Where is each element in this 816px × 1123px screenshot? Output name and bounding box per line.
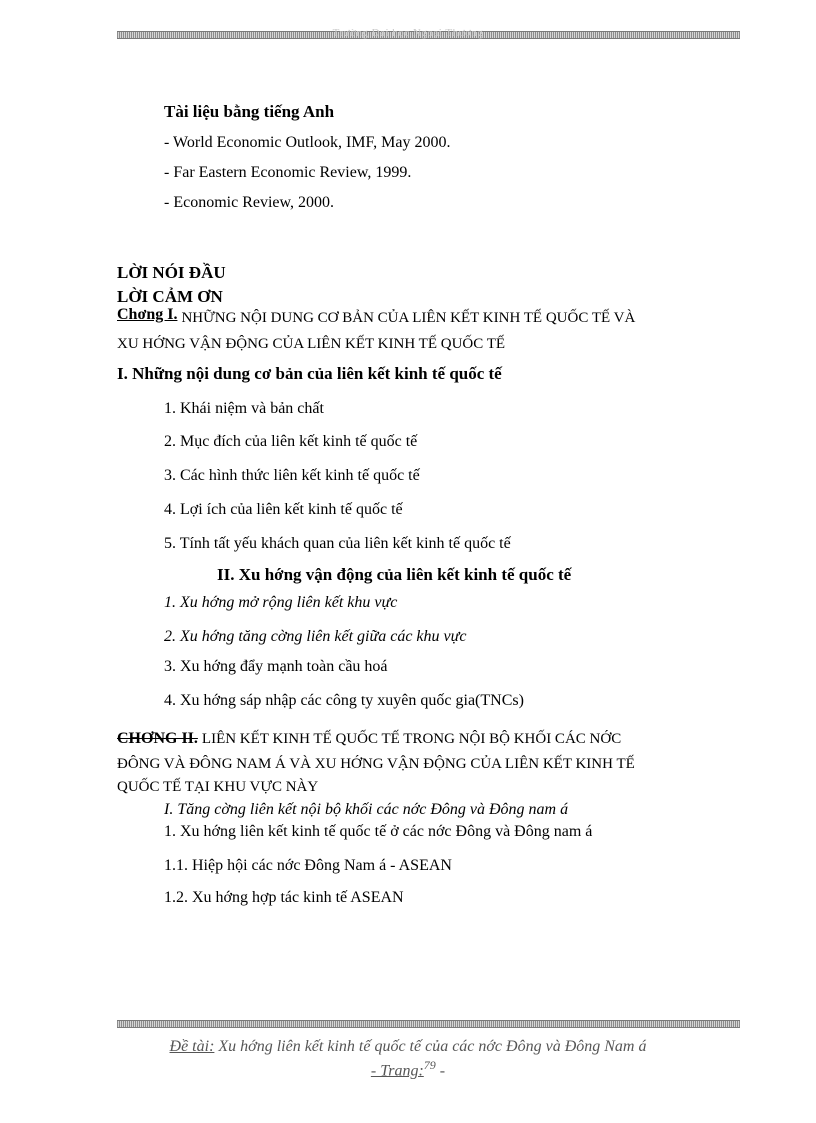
chapter2-label: CHƠNG II. [117, 730, 198, 747]
chapter2-title-line1: LIÊN KẾT KINH TẾ QUỐC TẾ TRONG NỘI BỘ KHỐI CÁC NỚC [201, 731, 622, 747]
chapter1-title-line1: NHỮNG NỘI DUNG CƠ BẢN CỦA LIÊN KẾT KINH TẾ QUỐC TẾ VÀ [181, 310, 636, 326]
list-item: 2. Xu hớng tăng cờng liên kết giữa các khu vực [164, 628, 467, 645]
list-item: 1. Khái niệm và bản chất [164, 400, 324, 417]
chapter2-title-line2: ĐÔNG VÀ ĐÔNG NAM Á VÀ XU HỚNG VẬN ĐỘNG CỦA LIÊN KẾT KINH TẾ [117, 756, 635, 772]
list-item: 1.2. Xu hớng hợp tác kinh tế ASEAN [164, 889, 404, 906]
header-text: Trường Đại học Ngoại Thương [332, 27, 484, 39]
list-item: 2. Mục đích của liên kết kinh tế quốc tế [164, 433, 418, 450]
footer-page-suffix: - [435, 1062, 446, 1080]
chapter1-title-line2: XU HỚNG VẬN ĐỘNG CỦA LIÊN KẾT KINH TẾ QUỐC TẾ [117, 336, 506, 352]
chapter2-section1: I. Tăng cờng liên kết nội bộ khối các nớc Đông và Đông nam á [164, 801, 569, 818]
list-item: 4. Lợi ích của liên kết kinh tế quốc tế [164, 501, 403, 518]
footer-topic [0, 1038, 816, 1056]
footer-page-number: 79 [423, 1058, 436, 1072]
list-item: 3. Xu hớng đẩy mạnh toàn cầu hoá [164, 658, 388, 675]
chapter2-title-line3: QUỐC TẾ TẠI KHU VỰC NÀY [117, 779, 319, 795]
footer-rule [117, 1020, 740, 1028]
reference-item: - World Economic Outlook, IMF, May 2000. [164, 134, 451, 151]
chapter2-heading [117, 730, 621, 748]
list-item: 1. Xu hớng liên kết kinh tế quốc tế ở các nớc Đông và Đông nam á [164, 823, 593, 840]
chapter1-label: Chơng I. [117, 306, 178, 323]
toc-thanks: LỜI CẢM ƠN [117, 287, 223, 306]
chapter1-heading [117, 306, 636, 327]
footer-topic-text: Xu hớng liên kết kinh tế quốc tế của các nớc Đông và Đông Nam á [214, 1038, 647, 1055]
references-heading: Tài liệu bằng tiếng Anh [164, 102, 335, 121]
reference-item: - Far Eastern Economic Review, 1999. [164, 164, 412, 181]
list-item: 3. Các hình thức liên kết kinh tế quốc tế [164, 467, 420, 484]
reference-item: - Economic Review, 2000. [164, 194, 335, 211]
list-item: 1.1. Hiệp hội các nớc Đông Nam á - ASEAN [164, 857, 452, 874]
chapter1-section1: I. Những nội dung cơ bản của liên kết kinh tế quốc tế [117, 364, 502, 383]
footer-topic-label: Đề tài: [169, 1038, 215, 1055]
toc-preface: LỜI NÓI ĐẦU [117, 263, 226, 282]
list-item: 4. Xu hớng sáp nhập các công ty xuyên quốc gia(TNCs) [164, 692, 524, 709]
list-item: 1. Xu hớng mở rộng liên kết khu vực [164, 594, 398, 611]
footer-page-label: - Trang: [370, 1062, 424, 1080]
footer-page [0, 1058, 816, 1080]
chapter1-section2: II. Xu hớng vận động của liên kết kinh tế quốc tế [217, 565, 572, 584]
list-item: 5. Tính tất yếu khách quan của liên kết kinh tế quốc tế [164, 535, 511, 552]
